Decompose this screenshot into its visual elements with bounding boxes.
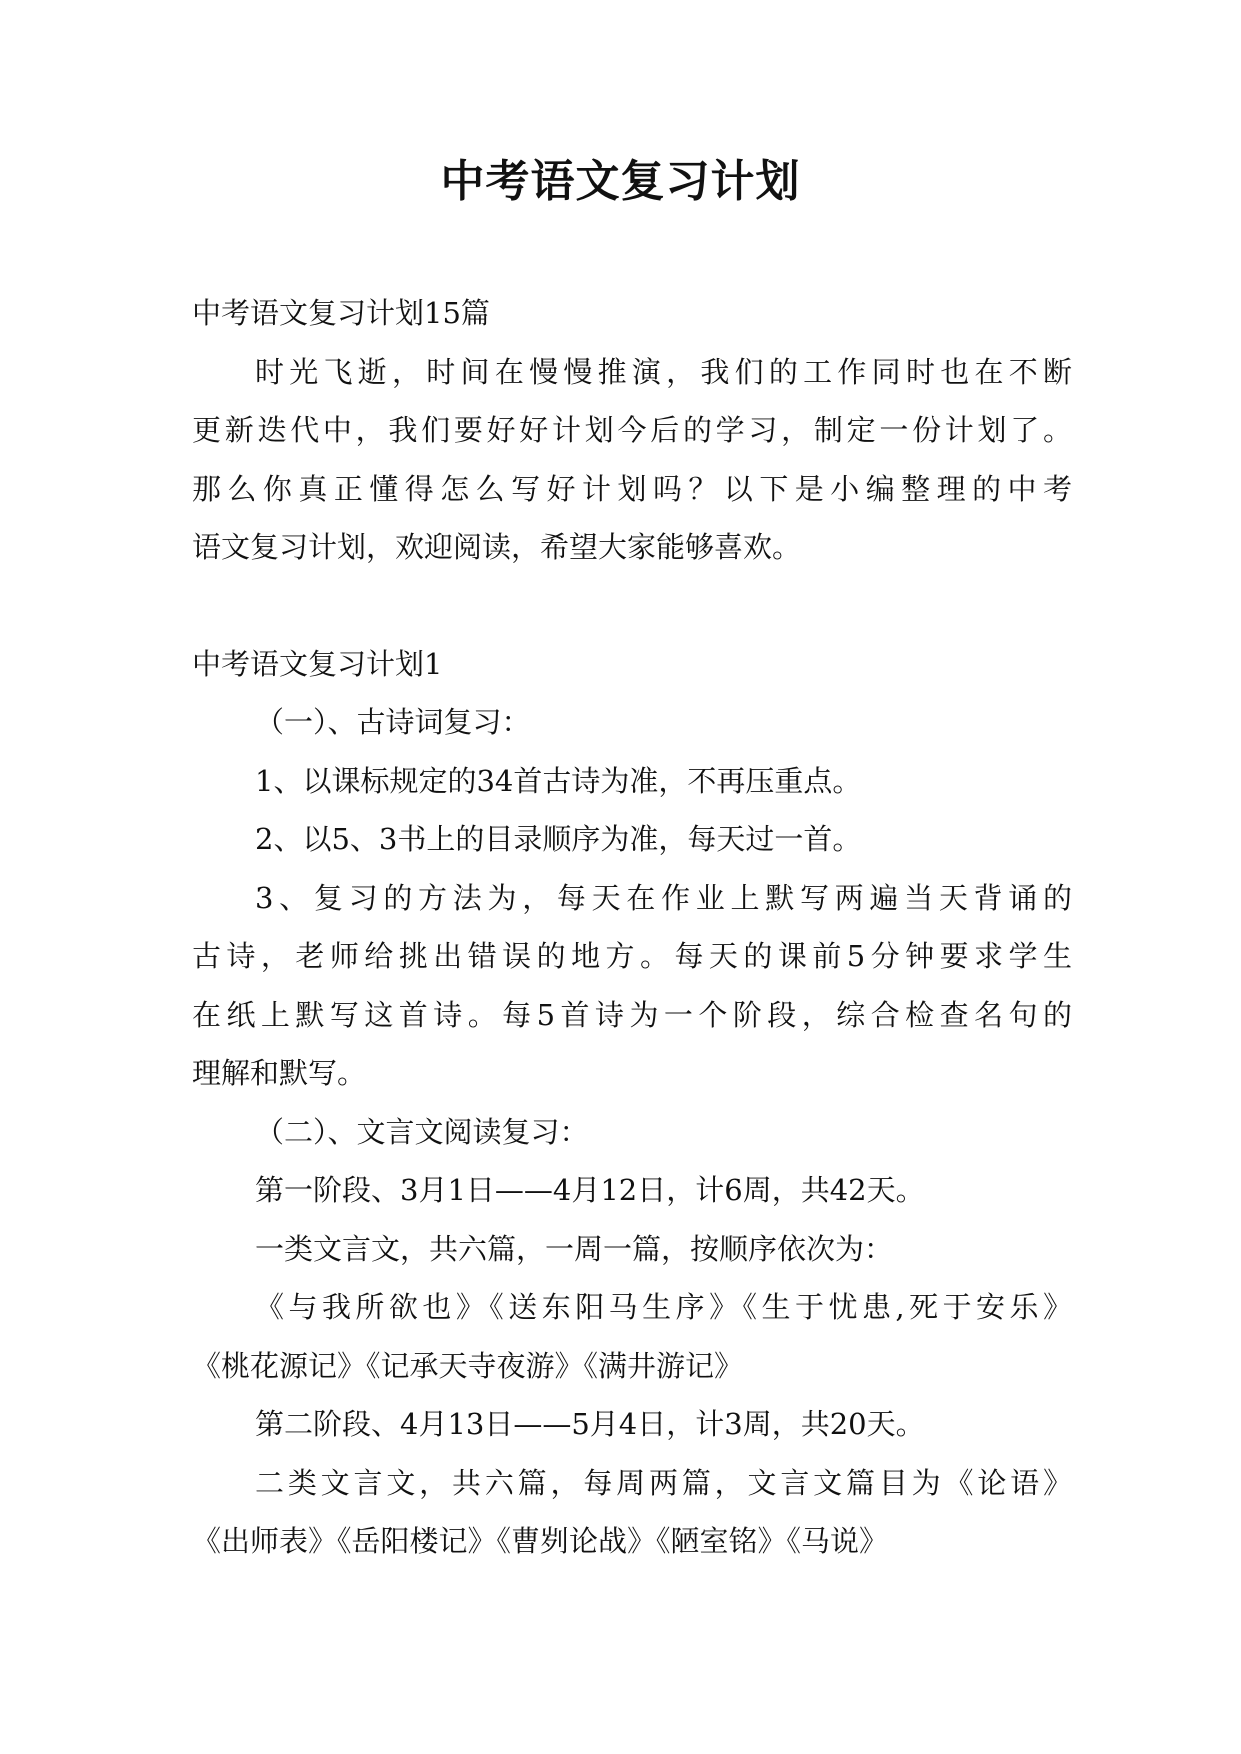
stage1-list	[192, 1278, 1072, 1395]
intro-line: 时光飞逝，时间在慢慢推演，我们的工作同时也在不断	[255, 354, 1072, 389]
item3-line: 3、复习的方法为，每天在作业上默写两遍当天背诵的	[255, 880, 1072, 915]
list-item: 1、以课标规定的34首古诗为准，不再压重点。	[255, 763, 862, 798]
item3-line: 理解和默写。	[192, 1056, 367, 1090]
page-title: 中考语文复习计划	[440, 156, 801, 207]
item3-line: 古诗，老师给挑出错误的地方。每天的课前5分钟要求学生	[192, 939, 1072, 973]
stage2-desc-line: 二类文言文，共六篇，每周两篇，文言文篇目为《论语》	[255, 1465, 1072, 1500]
intro-line: 更新迭代中，我们要好好计划今后的学习，制定一份计划了。	[192, 413, 1072, 447]
stage1-list-line: 《桃花源记》《记承天寺夜游》《满井游记》	[192, 1348, 744, 1383]
stage-description: 一类文言文，共六篇，一周一篇，按顺序依次为：	[255, 1231, 894, 1266]
stage-line: 第二阶段、4月13日——5月4日，计3周，共20天。	[255, 1407, 925, 1441]
spacer	[192, 577, 1072, 635]
part-heading-classical: （二）、文言文阅读复习：	[255, 1114, 589, 1149]
item3-paragraph	[192, 869, 1072, 1103]
stage-line: 第一阶段、3月1日——4月12日，计6周，共42天。	[255, 1173, 925, 1207]
part-heading-poetry: （一）、古诗词复习：	[255, 705, 531, 739]
stage2-desc-line: 《出师表》《岳阳楼记》《曹刿论战》《陋室铭》《马说》	[192, 1524, 889, 1558]
intro-line: 那么你真正懂得怎么写好计划吗？以下是小编整理的中考	[192, 471, 1072, 506]
document-body	[192, 284, 1072, 1571]
stage2-description	[192, 1454, 1072, 1571]
subtitle: 中考语文复习计划15篇	[192, 296, 490, 330]
stage1-list-line: 《与我所欲也》《送东阳马生序》《生于忧患,死于安乐》	[255, 1290, 1072, 1324]
list-item: 2、以5、3书上的目录顺序为准，每天过一首。	[255, 822, 862, 856]
item3-line: 在纸上默写这首诗。每5首诗为一个阶段，综合检查名句的	[192, 997, 1072, 1032]
intro-paragraph	[192, 343, 1072, 577]
intro-line: 语文复习计划，欢迎阅读，希望大家能够喜欢。	[192, 530, 802, 564]
section-heading: 中考语文复习计划1	[192, 646, 443, 681]
